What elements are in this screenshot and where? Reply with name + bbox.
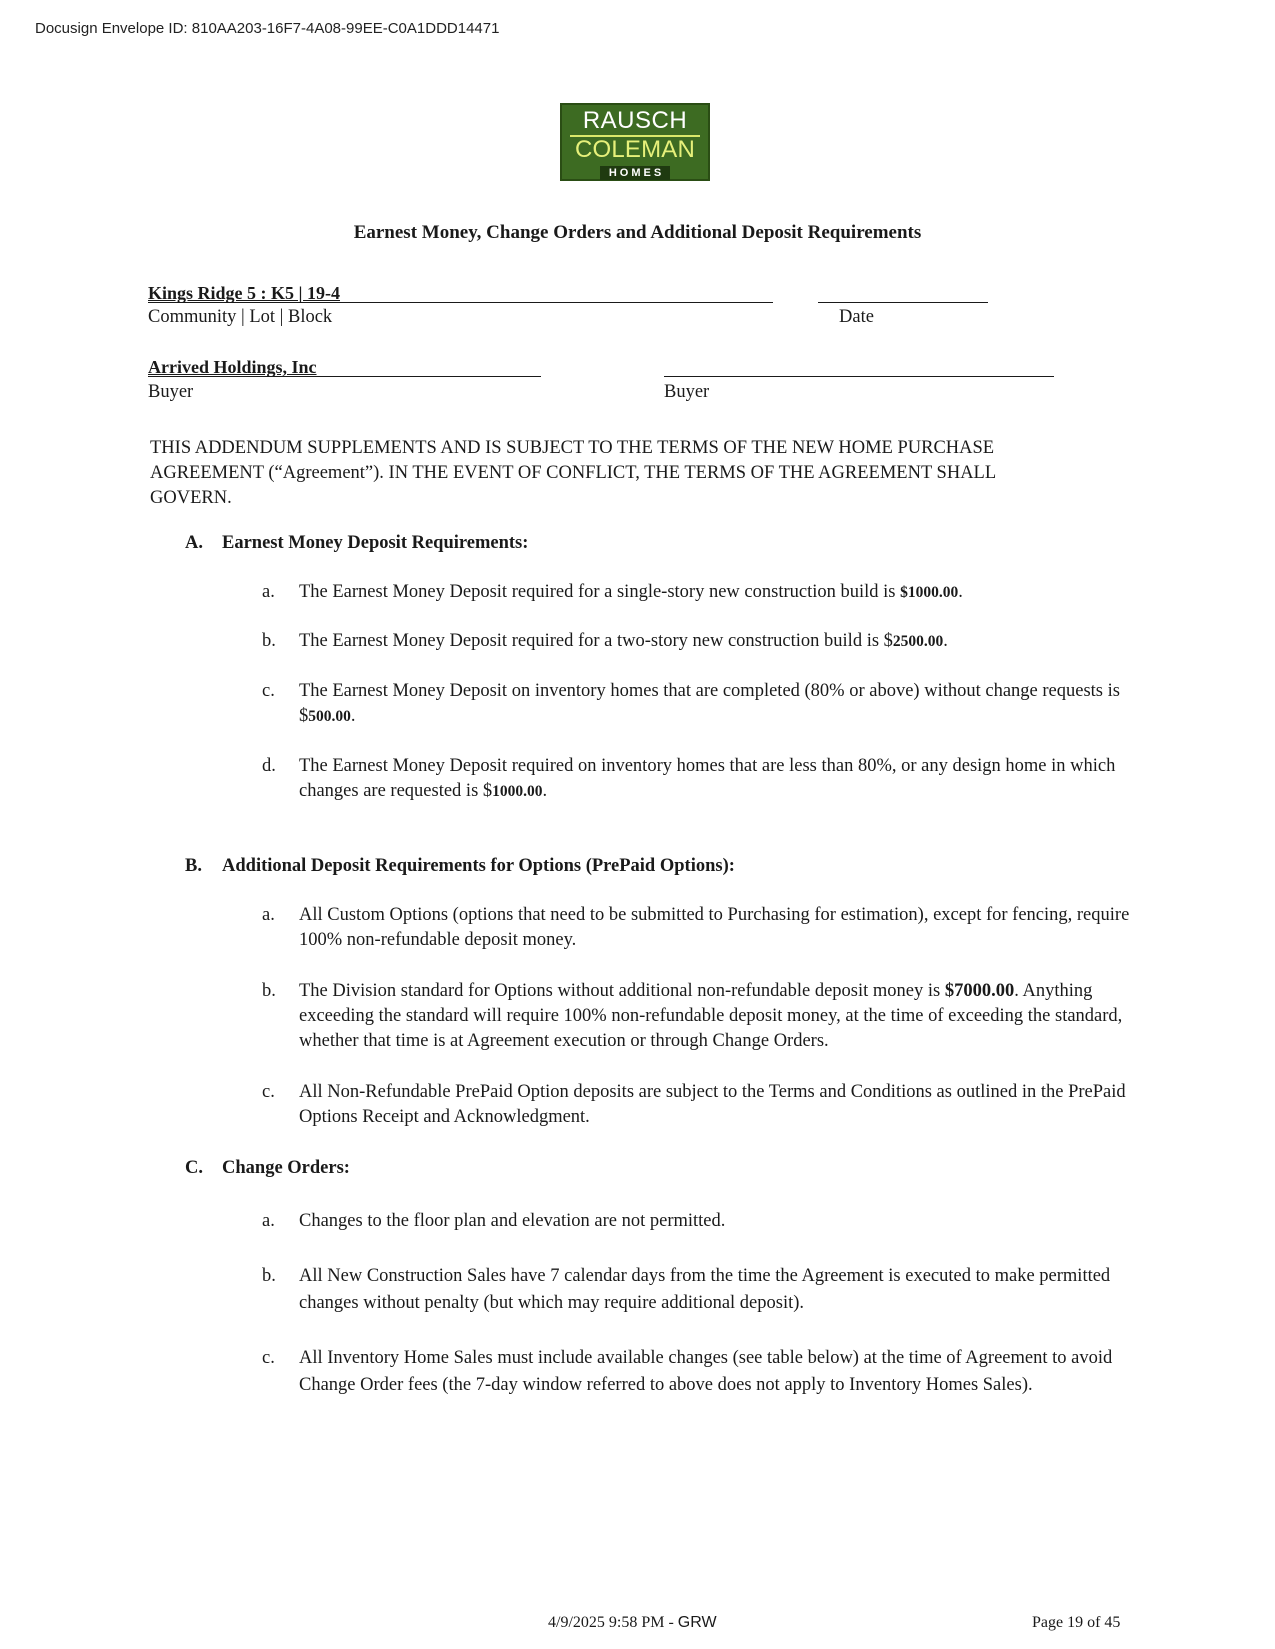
item-letter: c. xyxy=(262,1082,275,1102)
item-amount: 1000.00 xyxy=(492,783,543,800)
item-letter: d. xyxy=(262,756,276,776)
item-amount: 2500.00 xyxy=(892,633,944,650)
list-item xyxy=(262,903,1132,953)
item-text: The Earnest Money Deposit required for a two-story new construction build is xyxy=(299,631,884,651)
buyer2-label: Buyer xyxy=(664,382,710,402)
list-item xyxy=(262,979,1132,1054)
item-dollar: $ xyxy=(299,706,309,726)
item-amount: 500.00 xyxy=(308,708,351,725)
item-suffix: . xyxy=(542,781,548,801)
list-item xyxy=(262,1209,1132,1234)
section-title: Additional Deposit Requirements for Options (PrePaid Options): xyxy=(222,856,735,876)
item-suffix: . Anything exceeding the standard will require 100% non-refundable deposit money, at the time of exceeding the standard, whether that time is at Agreement execution or through Change Orders. xyxy=(299,981,1123,1051)
buyer2-line xyxy=(664,376,1054,377)
item-letter: a. xyxy=(262,1211,275,1231)
item-text: Changes to the floor plan and elevation are not permitted. xyxy=(299,1211,726,1231)
list-item xyxy=(262,629,1132,654)
item-amount: $7000.00 xyxy=(944,981,1015,1001)
section-title: Earnest Money Deposit Requirements: xyxy=(222,533,529,553)
item-suffix: . xyxy=(943,631,948,651)
logo-line-3: HOMES xyxy=(600,166,670,180)
section-letter: A. xyxy=(185,533,203,553)
date-label: Date xyxy=(839,307,874,327)
section-letter: C. xyxy=(185,1158,203,1178)
item-text: The Earnest Money Deposit required for a single-story new construction build is xyxy=(299,582,901,602)
footer-timestamp xyxy=(548,1614,717,1632)
item-text: The Earnest Money Deposit required on inventory homes that are less than 80%, or any design home in which changes are requested is xyxy=(299,756,1116,801)
intro-paragraph: THIS ADDENDUM SUPPLEMENTS AND IS SUBJECT TO THE TERMS OF THE NEW HOME PURCHASE AGREEMENT (“Agreement”). IN THE EVENT OF CONFLICT, THE TERMS OF THE AGREEMENT SHALL GOVERN. xyxy=(150,438,996,508)
item-letter: c. xyxy=(262,1348,275,1368)
item-suffix: . xyxy=(958,582,963,602)
item-text: The Earnest Money Deposit on inventory homes that are completed (80% or above) without change requests is xyxy=(299,681,1120,701)
item-letter: b. xyxy=(262,981,276,1001)
item-letter: c. xyxy=(262,681,275,701)
document-title: Earnest Money, Change Orders and Additional Deposit Requirements xyxy=(353,222,922,243)
date-line xyxy=(818,302,988,303)
item-text: All Non-Refundable PrePaid Option deposits are subject to the Terms and Conditions as outlined in the PrePaid Options Receipt and Acknowledgment. xyxy=(299,1082,1126,1127)
footer-initials: GRW xyxy=(677,1614,717,1631)
item-text: All Inventory Home Sales must include available changes (see table below) at the time of Agreement to avoid Change Order fees (the 7-day window referred to above does not apply to Inventory Homes Sales). xyxy=(299,1348,1113,1395)
item-letter: b. xyxy=(262,631,276,651)
item-text: All Custom Options (options that need to be submitted to Purchasing for estimation), except for fencing, require 100% non-refundable deposit money. xyxy=(299,905,1130,950)
list-item xyxy=(262,1080,1132,1130)
page-number: Page 19 of 45 xyxy=(1032,1614,1121,1631)
logo-line-2: COLEMAN xyxy=(574,136,696,163)
item-amount: $1000.00 xyxy=(900,584,959,601)
community-line xyxy=(148,302,773,303)
item-dollar: $ xyxy=(883,631,893,651)
buyer1-label: Buyer xyxy=(148,382,194,402)
item-text: All New Construction Sales have 7 calendar days from the time the Agreement is executed to make permitted changes without penalty (but which may require additional deposit). xyxy=(299,1266,1111,1313)
community-value: Kings Ridge 5 : K5 | 19-4 xyxy=(148,283,340,303)
list-item xyxy=(262,580,1132,605)
logo-line-1: RAUSCH xyxy=(582,107,688,134)
envelope-id: Docusign Envelope ID: 810AA203-16F7-4A08-99EE-C0A1DDD14471 xyxy=(35,20,500,37)
community-label: Community | Lot | Block xyxy=(148,307,333,327)
list-item xyxy=(262,1345,1132,1399)
list-item xyxy=(262,679,1132,729)
company-logo xyxy=(560,103,710,181)
item-letter: b. xyxy=(262,1266,276,1286)
list-item xyxy=(262,1263,1132,1317)
section-letter: B. xyxy=(185,856,202,876)
buyer1-value: Arrived Holdings, Inc xyxy=(148,357,317,377)
item-letter: a. xyxy=(262,905,275,925)
footer-datetime: 4/9/2025 9:58 PM - xyxy=(548,1614,678,1631)
section-title: Change Orders: xyxy=(222,1158,350,1178)
item-text: The Division standard for Options without additional non-refundable deposit money is xyxy=(299,981,945,1001)
item-dollar: $ xyxy=(482,781,493,801)
item-suffix: . xyxy=(350,706,356,726)
list-item xyxy=(262,754,1132,804)
item-letter: a. xyxy=(262,582,275,602)
buyer1-line xyxy=(148,376,541,377)
